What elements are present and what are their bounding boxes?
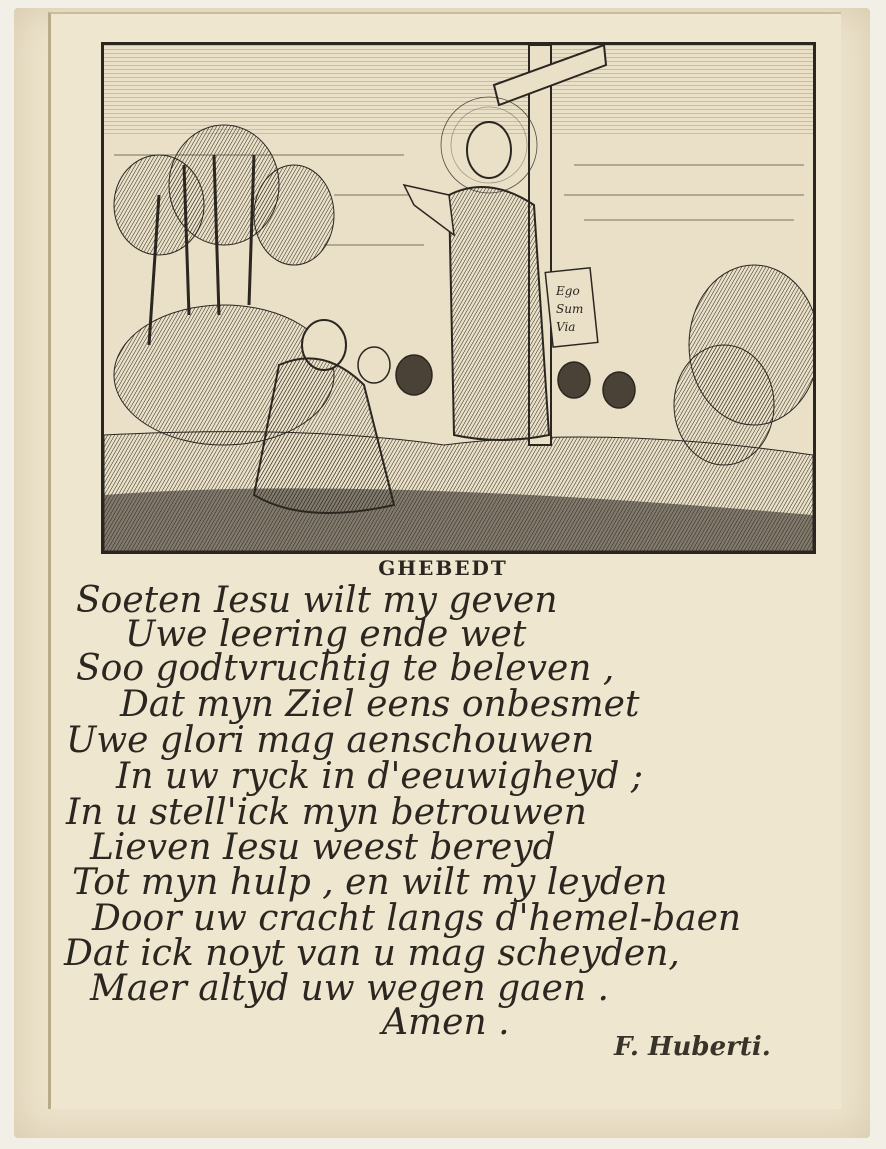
poem-line: Dat ick noyt van u mag scheyden,: [64, 933, 680, 974]
poem-line: Door uw cracht langs d'hemel-baen: [92, 898, 742, 939]
engraving-illustration: [101, 42, 816, 554]
scroll-text-2: Sum: [556, 302, 584, 316]
poem-line: Uwe glori mag aenschouwen: [66, 720, 595, 761]
scroll-text-1: Ego: [556, 284, 580, 298]
poem-line: Tot myn hulp , en wilt my leyden: [72, 862, 668, 903]
poem-line: Lieven Iesu weest bereyd: [90, 827, 556, 868]
poem-line: In u stell'ick myn betrouwen: [66, 792, 587, 833]
scroll-text-3: Via: [556, 320, 576, 334]
christ-with-cross-engraving: [104, 45, 813, 551]
engraver-signature: F. Huberti.: [614, 1032, 771, 1062]
poem-line: Dat myn Ziel eens onbesmet: [120, 684, 640, 725]
poem-line: Soo godtvruchtig te beleven ,: [76, 648, 615, 689]
poem-amen: Amen .: [382, 1002, 510, 1043]
poem-line: Soeten Iesu wilt my geven: [76, 580, 558, 621]
poem-line: Uwe leering ende wet: [125, 614, 527, 655]
prayer-title: GHEBEDT: [378, 556, 508, 580]
poem-line: In uw ryck in d'eeuwigheyd ;: [116, 756, 643, 797]
poem-line: Maer altyd uw wegen gaen .: [90, 968, 609, 1009]
